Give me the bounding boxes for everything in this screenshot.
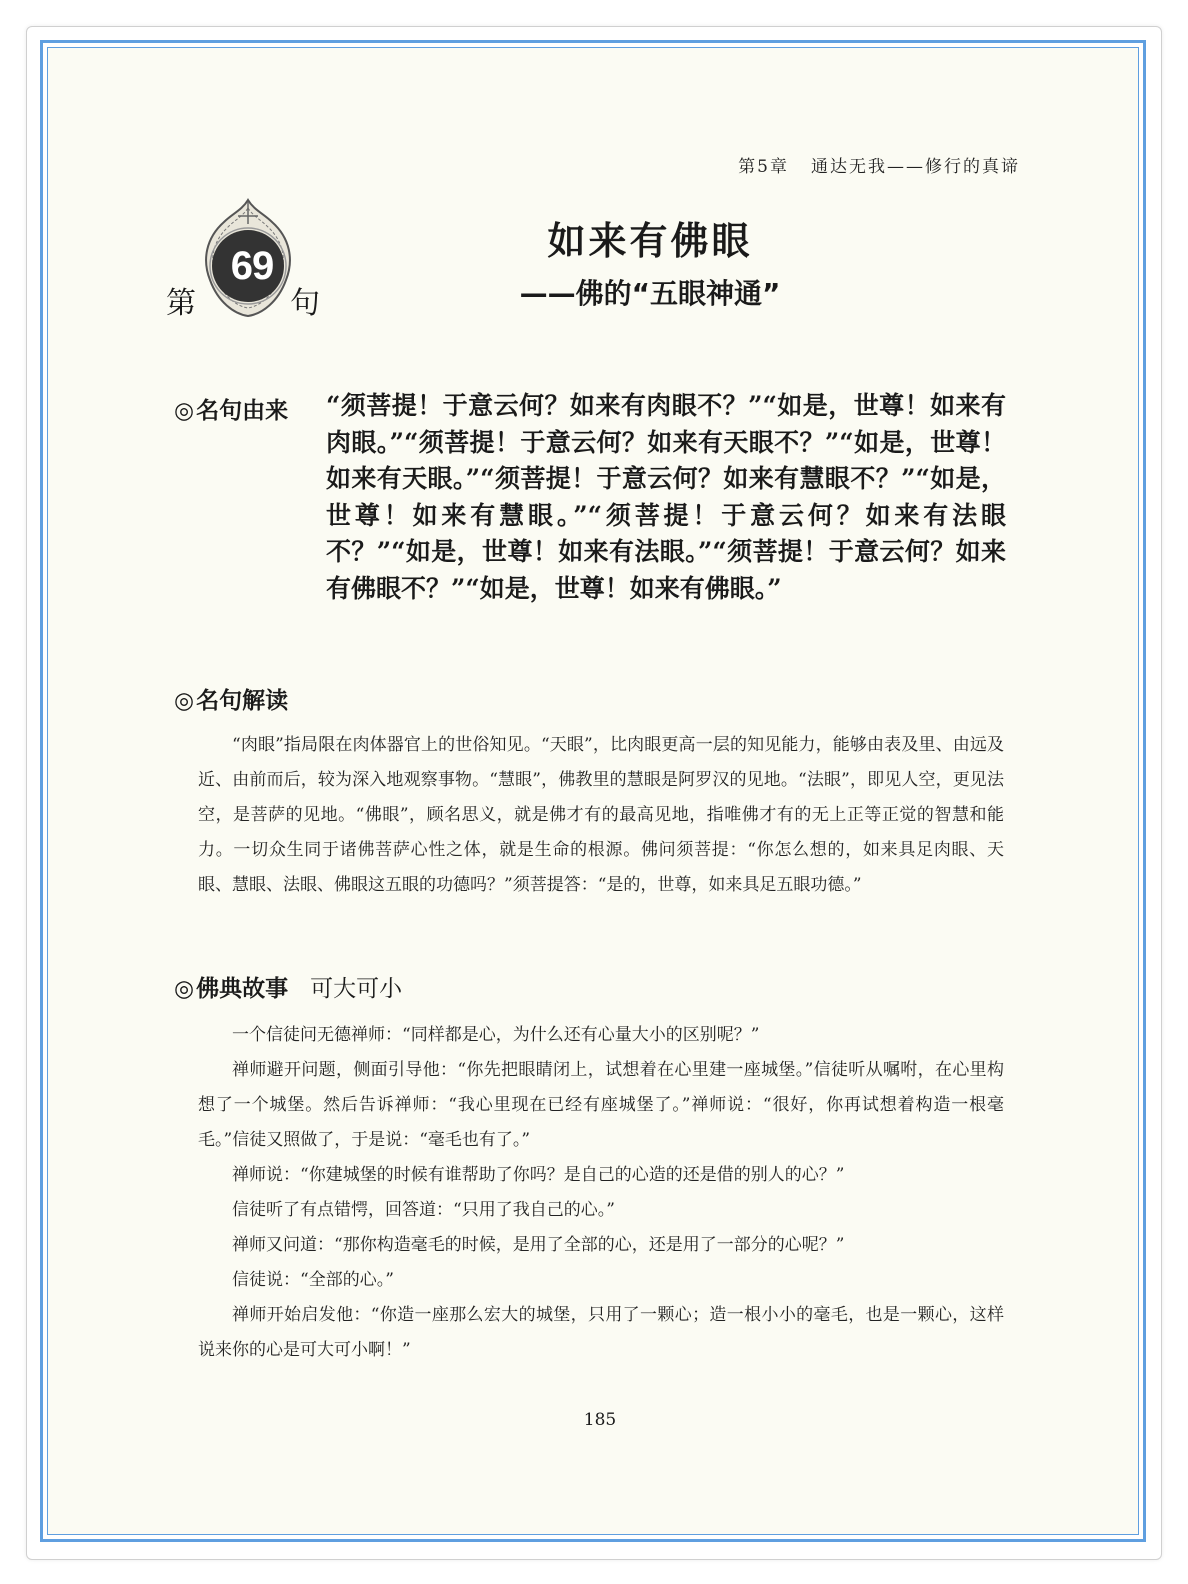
section-heading-label: 名句解读 (196, 688, 289, 714)
story-paragraph: 信徒听了有点错愕，回答道：“只用了我自己的心。” (232, 1200, 615, 1220)
interpretation-paragraph: “肉眼”指局限在肉体器官上的世俗知见。“天眼”，比肉眼更高一层的知见能力，能够由表及里、由远及近、由前而后，较为深入地观察事物。“慧眼”，佛教里的慧眼是阿罗汉的见地。“法眼”，即见人空，更见法空，是菩萨的见地。“佛眼”，顾名思义，就是佛才有的最高见地，指唯佛才有的无上正等正觉的智慧和能力。一切众生同于诸佛菩萨心性之体，就是生命的根源。佛问须菩提：“你怎么想的，如来具足肉眼、天眼、慧眼、法眼、佛眼这五眼的功德吗？”须菩提答：“是的，世尊，如来具足五眼功德。” (198, 735, 1004, 895)
story-title: 可大可小 (310, 976, 403, 1002)
bullseye-icon: ◎ (174, 398, 195, 424)
interpretation-body (198, 728, 1004, 903)
running-header (738, 152, 1020, 177)
section-heading-label: 佛典故事 (196, 976, 289, 1002)
section-heading-interpretation (174, 682, 288, 715)
story-paragraph: 禅师说：“你建城堡的时候有谁帮助了你吗？是自己的心造的还是借的别人的心？” (232, 1165, 845, 1185)
emblem-suffix: 句 (290, 286, 320, 321)
story-paragraph: 一个信徒问无德禅师：“同样都是心，为什么还有心量大小的区别呢？” (232, 1025, 760, 1045)
story-paragraph: 禅师又问道：“那你构造毫毛的时候，是用了全部的心，还是用了一部分的心呢？” (232, 1235, 845, 1255)
page-subtitle: ——佛的“五眼神通” (519, 277, 781, 310)
section-heading-origin (174, 392, 288, 425)
story-paragraph: 禅师开始启发他：“你造一座那么宏大的城堡，只用了一颗心；造一根小小的毫毛，也是一颗心，这样说来你的心是可大可小啊！” (198, 1305, 1004, 1360)
emblem-prefix: 第 (166, 286, 196, 321)
sutra-quote: “须菩提！于意云何？如来有肉眼不？”“如是，世尊！如来有肉眼。”“须菩提！于意云何？如来有天眼不？”“如是，世尊！如来有天眼。”“须菩提！于意云何？如来有慧眼不？”“如是，世尊！如来有慧眼。”“须菩提！于意云何？如来有法眼不？”“如是，世尊！如来有法眼。”“须菩提！于意云何？如来有佛眼不？”“如是，世尊！如来有佛眼。” (326, 391, 1006, 603)
sentence-number: 69 (230, 244, 274, 288)
story-body (198, 1018, 1004, 1368)
page-number: 185 (583, 1410, 617, 1430)
chapter-number: 第5章 (738, 157, 789, 177)
section-heading-label: 名句由来 (196, 398, 289, 424)
bullseye-icon: ◎ (174, 688, 195, 714)
chapter-title: 通达无我——修行的真谛 (811, 157, 1020, 177)
story-paragraph: 禅师避开问题，侧面引导他：“你先把眼睛闭上，试想着在心里建一座城堡。”信徒听从嘱咐，在心里构想了一个城堡。然后告诉禅师：“我心里现在已经有座城堡了。”禅师说：“很好，你再试想着构造一根毫毛。”信徒又照做了，于是说：“毫毛也有了。” (198, 1060, 1004, 1150)
story-paragraph: 信徒说：“全部的心。” (232, 1270, 394, 1290)
page-title: 如来有佛眼 (547, 219, 753, 263)
sentence-number-emblem (162, 198, 332, 321)
section-heading-story (174, 970, 402, 1003)
bullseye-icon: ◎ (174, 976, 195, 1002)
